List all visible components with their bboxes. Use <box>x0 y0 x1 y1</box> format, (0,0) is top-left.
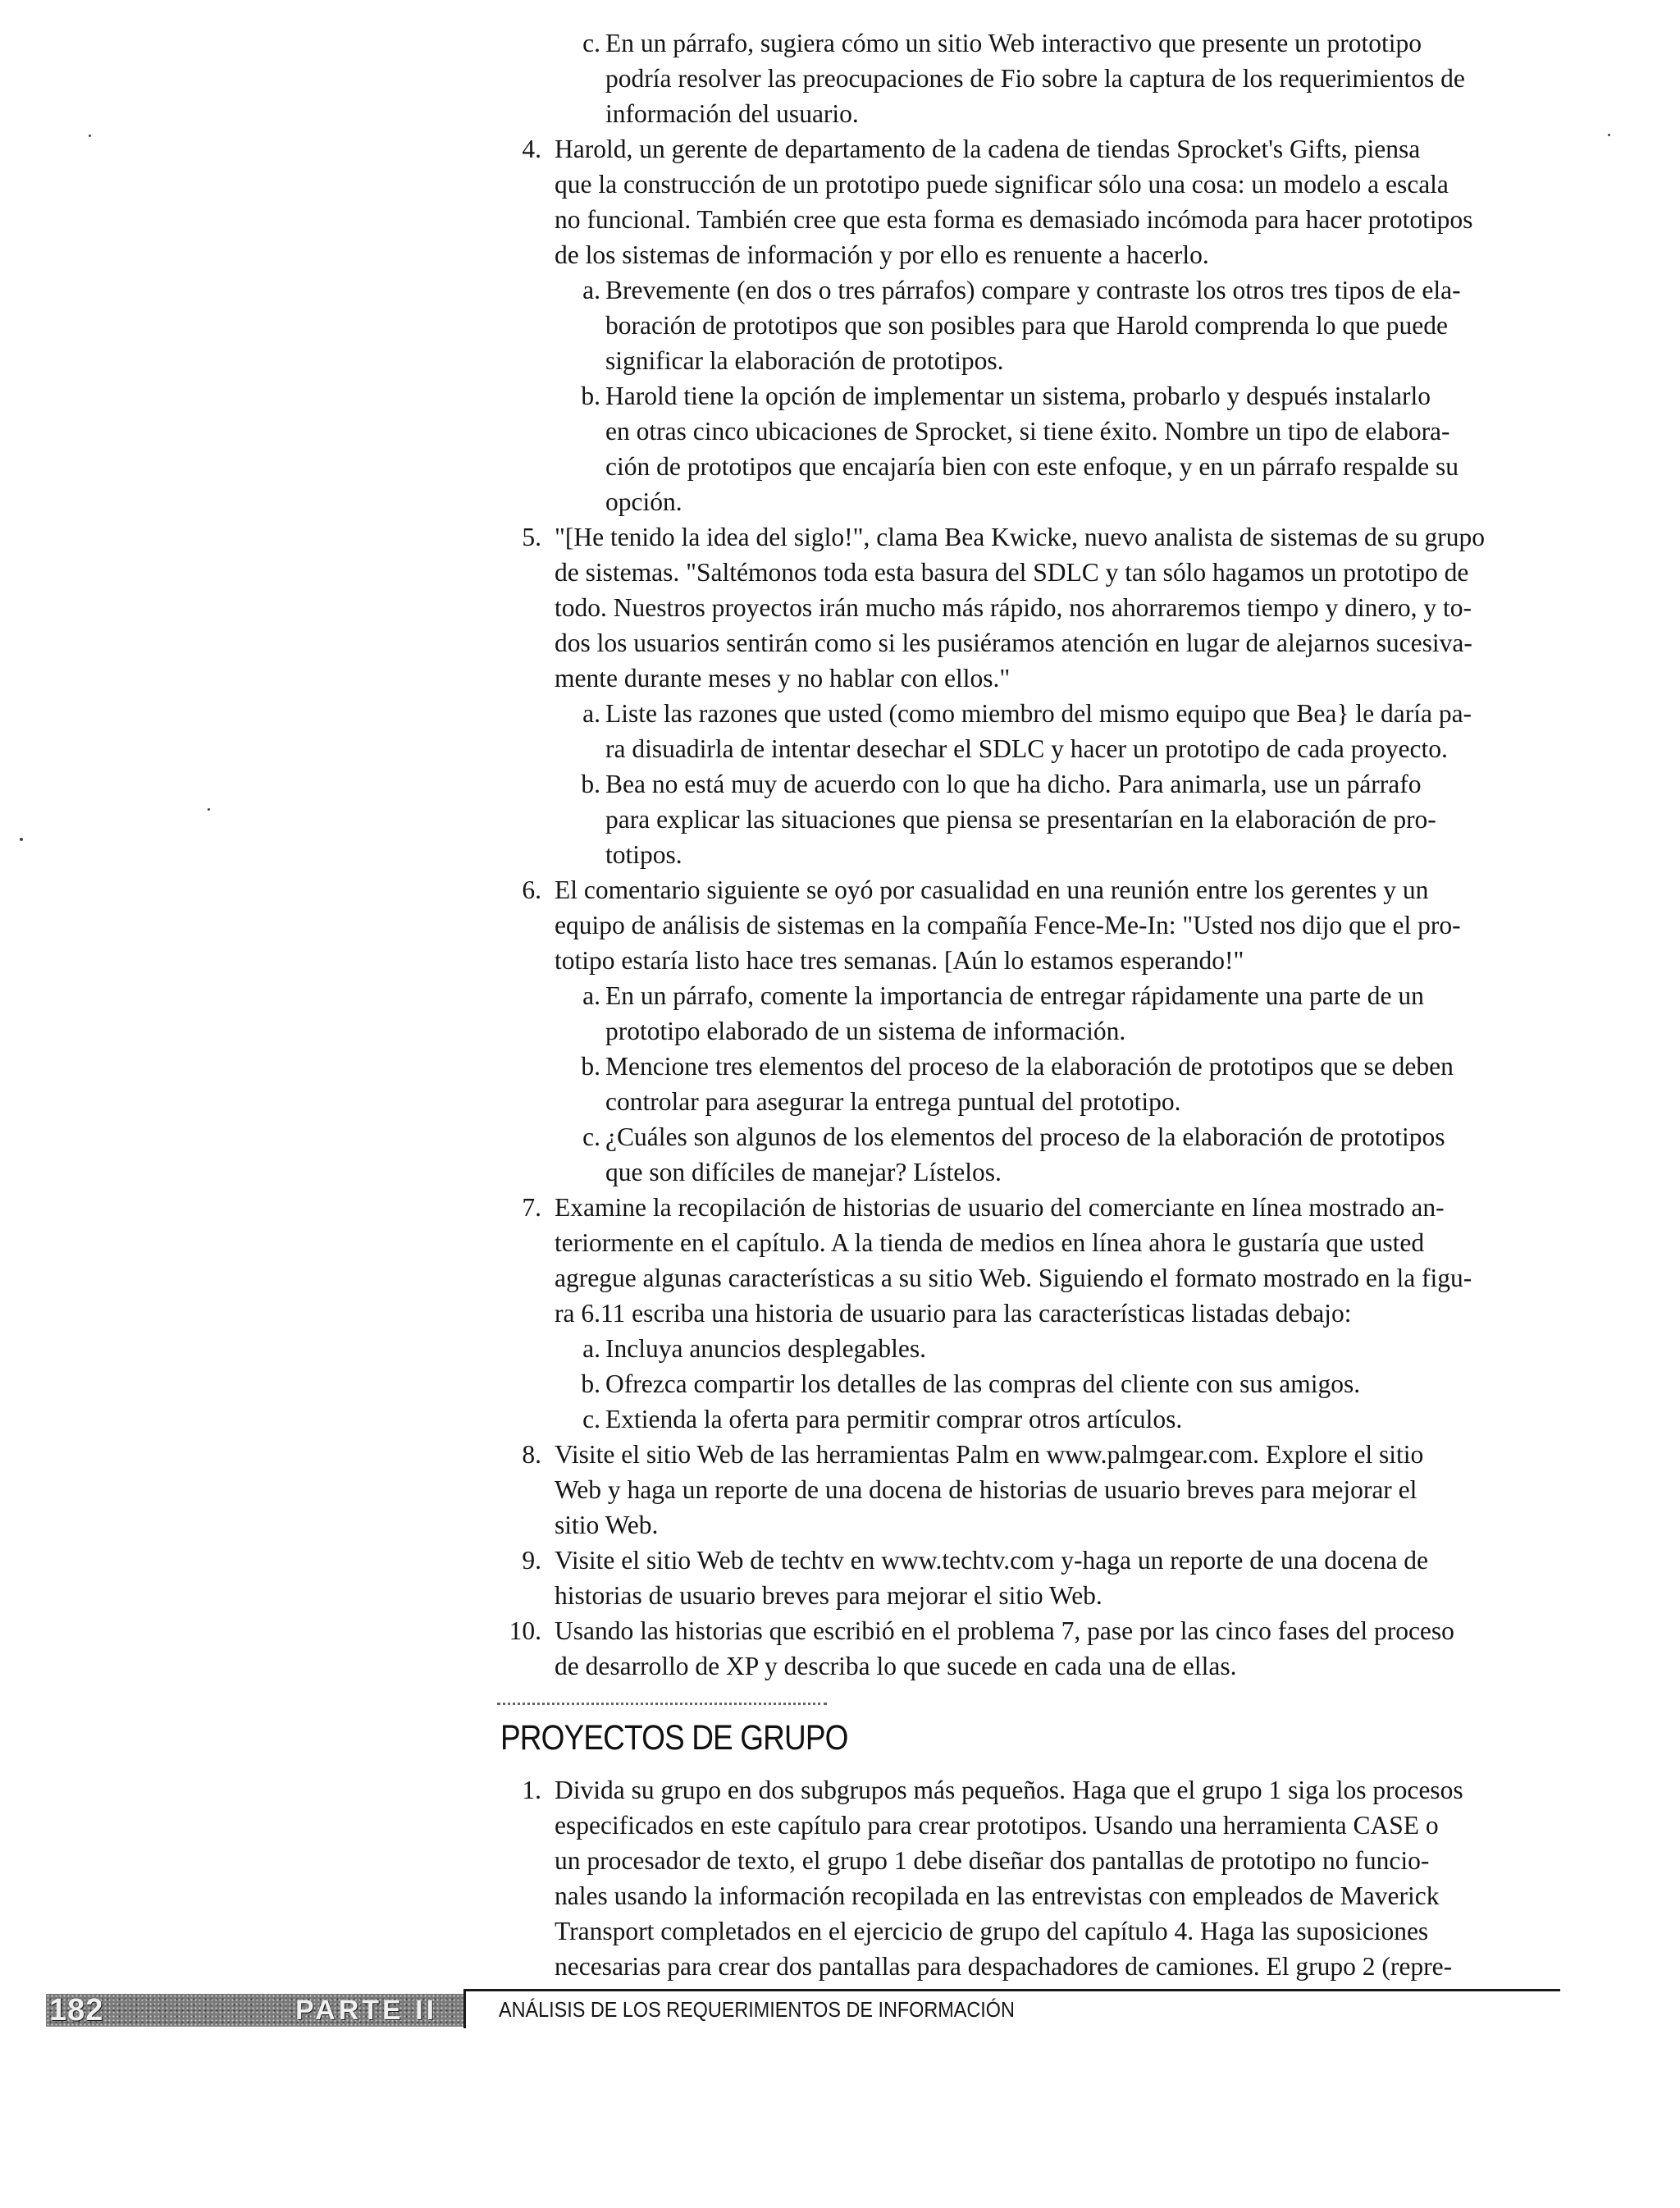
item-marker: 6. <box>522 875 541 904</box>
text-line: Transport completados en el ejercicio de grupo del capítulo 4. Haga las suposiciones <box>555 1917 1429 1945</box>
text-line: significar la elaboración de prototipos. <box>605 346 1004 375</box>
item-marker: 9. <box>522 1546 541 1575</box>
item-marker: 8. <box>522 1440 541 1469</box>
text-line: controlar para asegurar la entrega puntual del prototipo. <box>605 1087 1181 1116</box>
text-line: de sistemas. "Saltémonos toda esta basura del SDLC y tan sólo hagamos un prototipo de <box>555 558 1469 587</box>
item-marker: 5. <box>522 523 541 551</box>
text-line: no funcional. También cree que esta forma es demasiado incómoda para hacer prototipos <box>555 205 1473 234</box>
text-line: Harold, un gerente de departamento de la cadena de tiendas Sprocket's Gifts, piensa <box>555 135 1421 163</box>
text-line: totipos. <box>605 840 682 869</box>
footer-separator <box>463 1991 466 2028</box>
item-marker: b. <box>581 770 600 798</box>
item-marker: 1. <box>522 1776 541 1804</box>
scan-speck <box>208 808 210 811</box>
text-line: Harold tiene la opción de implementar un sistema, probarlo y después instalarlo <box>605 382 1431 410</box>
text-line: equipo de análisis de sistemas en la compañía Fence-Me-In: "Usted nos dijo que el pro- <box>555 911 1461 939</box>
text-line: que son difíciles de manejar? Lístelos. <box>605 1158 1002 1186</box>
item-marker: b. <box>581 382 600 410</box>
text-line: todo. Nuestros proyectos irán mucho más rápido, nos ahorraremos tiempo y dinero, y to- <box>555 593 1472 622</box>
text-line: en otras cinco ubicaciones de Sprocket, si tiene éxito. Nombre un tipo de elabora- <box>605 417 1450 446</box>
part-label: PARTE II <box>295 1995 438 2026</box>
text-line: Visite el sitio Web de techtv en www.techtv.com y-haga un reporte de una docena de <box>555 1546 1429 1575</box>
text-line: Bea no está muy de acuerdo con lo que ha dicho. Para animarla, use un párrafo <box>605 770 1422 798</box>
text-line: totipo estaría listo hace tres semanas. [Aún lo estamos esperando!" <box>555 946 1244 975</box>
item-marker: a. <box>582 276 600 304</box>
text-line: En un párrafo, comente la importancia de entregar rápidamente una parte de un <box>605 981 1424 1010</box>
text-line: Examine la recopilación de historias de usuario del comerciante en línea mostrado an- <box>555 1193 1445 1222</box>
text-line: Incluya anuncios desplegables. <box>605 1334 926 1363</box>
text-line: "[He tenido la idea del siglo!", clama Bea Kwicke, nuevo analista de sistemas de su grupo <box>555 523 1485 551</box>
running-title: ANÁLISIS DE LOS REQUERIMIENTOS DE INFORMACIÓN <box>499 1997 1015 2022</box>
text-line: Divida su grupo en dos subgrupos más pequeños. Haga que el grupo 1 siga los procesos <box>555 1776 1463 1804</box>
text-line: Liste las razones que usted (como miembro del mismo equipo que Bea} le daría pa- <box>605 699 1472 728</box>
item-marker: a. <box>582 981 600 1010</box>
text-line: opción. <box>605 487 682 516</box>
scan-speck <box>89 135 91 137</box>
text-line: ra disuadirla de intentar desechar el SDLC y hacer un prototipo de cada proyecto. <box>605 734 1448 763</box>
text-line: Usando las historias que escribió en el problema 7, pase por las cinco fases del proceso <box>555 1616 1454 1645</box>
text-line: de los sistemas de información y por ello es renuente a hacerlo. <box>555 240 1209 269</box>
item-marker: 7. <box>522 1193 541 1222</box>
text-line: podría resolver las preocupaciones de Fio sobre la captura de los requerimientos de <box>605 64 1465 93</box>
text-line: Visite el sitio Web de las herramientas Palm en www.palmgear.com. Explore el sitio <box>555 1440 1424 1469</box>
text-line: que la construcción de un prototipo puede significar sólo una cosa: un modelo a escala <box>555 170 1449 199</box>
text-line: agregue algunas características a su sitio Web. Siguiendo el formato mostrado en la figu- <box>555 1264 1472 1292</box>
item-marker: a. <box>582 699 600 728</box>
text-line: teriormente en el capítulo. A la tienda de medios en línea ahora le gustaría que usted <box>555 1228 1425 1257</box>
text-line: Mencione tres elementos del proceso de la elaboración de prototipos que se deben <box>605 1052 1454 1081</box>
section-heading: PROYECTOS DE GRUPO <box>500 1718 848 1758</box>
item-marker: b. <box>581 1369 600 1398</box>
text-line: ¿Cuáles son algunos de los elementos del proceso de la elaboración de prototipos <box>605 1122 1445 1151</box>
item-marker: 10. <box>509 1616 541 1645</box>
text-line: información del usuario. <box>605 99 859 128</box>
section-divider <box>497 1703 827 1705</box>
text-line: mente durante meses y no hablar con ellos." <box>555 664 1011 693</box>
text-line: historias de usuario breves para mejorar el sitio Web. <box>555 1581 1102 1610</box>
text-line: Ofrezca compartir los detalles de las compras del cliente con sus amigos. <box>605 1369 1361 1398</box>
text-line: Brevemente (en dos o tres párrafos) compare y contraste los otros tres tipos de ela- <box>605 276 1461 304</box>
text-line: El comentario siguiente se oyó por casualidad en una reunión entre los gerentes y un <box>555 875 1429 904</box>
text-line: boración de prototipos que son posibles para que Harold comprenda lo que puede <box>605 311 1448 340</box>
scan-speck <box>1608 134 1610 136</box>
item-marker: 4. <box>522 135 541 163</box>
text-line: de desarrollo de XP y describa lo que sucede en cada una de ellas. <box>555 1652 1237 1680</box>
text-line: Web y haga un reporte de una docena de historias de usuario breves para mejorar el <box>555 1475 1418 1504</box>
footer-rule <box>463 1989 1560 1991</box>
text-line: especificados en este capítulo para crear prototipos. Usando una herramienta CASE o <box>555 1811 1439 1840</box>
text-line: ra 6.11 escriba una historia de usuario para las características listadas debajo: <box>555 1299 1352 1328</box>
page-number: 182 <box>49 1993 104 2027</box>
text-line: para explicar las situaciones que piensa se presentarían en la elaboración de pro- <box>605 805 1436 834</box>
text-line: ción de prototipos que encajaría bien con este enfoque, y en un párrafo respalde su <box>605 452 1459 481</box>
scan-speck <box>20 838 23 841</box>
item-marker: c. <box>582 29 600 57</box>
text-line: Extienda la oferta para permitir comprar otros artículos. <box>605 1405 1183 1433</box>
item-marker: c. <box>582 1122 600 1151</box>
text-line: En un párrafo, sugiera cómo un sitio Web interactivo que presente un prototipo <box>605 29 1422 57</box>
text-line: nales usando la información recopilada en las entrevistas con empleados de Maverick <box>555 1881 1440 1910</box>
text-line: un procesador de texto, el grupo 1 debe diseñar dos pantallas de prototipo no funcio- <box>555 1846 1430 1875</box>
text-line: sitio Web. <box>555 1511 659 1539</box>
text-line: necesarias para crear dos pantallas para despachadores de camiones. El grupo 2 (repre- <box>555 1952 1453 1981</box>
item-marker: a. <box>582 1334 600 1363</box>
text-line: prototipo elaborado de un sistema de información. <box>605 1017 1126 1045</box>
text-line: dos los usuarios sentirán como si les pusiéramos atención en lugar de alejarnos sucesiva- <box>555 629 1472 657</box>
item-marker: b. <box>581 1052 600 1081</box>
item-marker: c. <box>582 1405 600 1433</box>
